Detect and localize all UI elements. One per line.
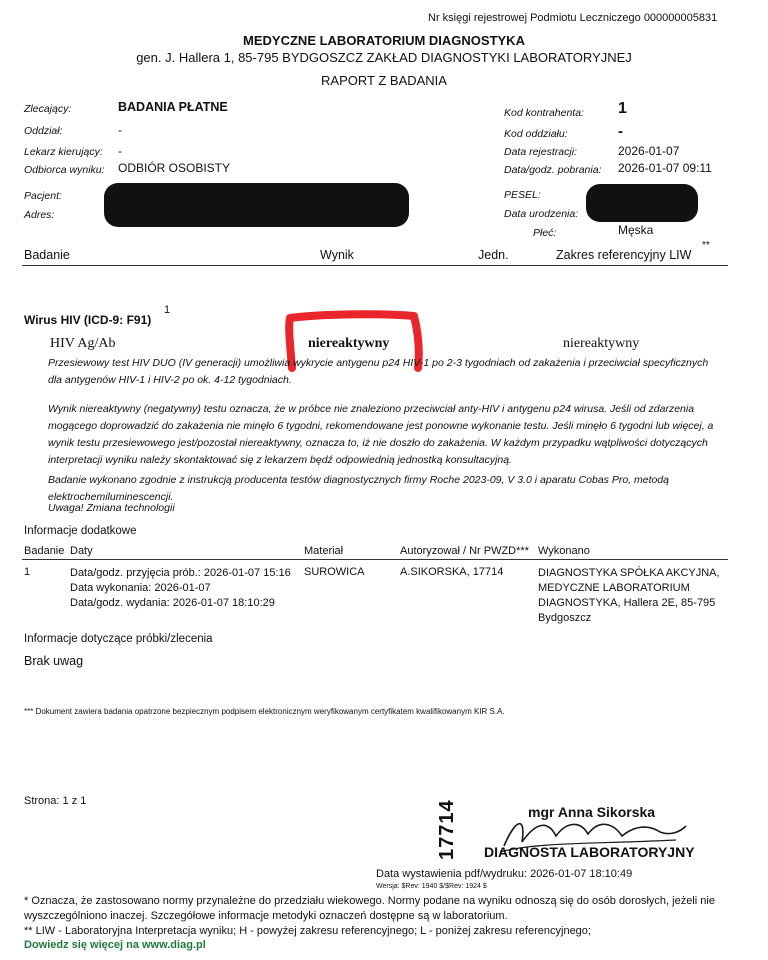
stamp-role: DIAGNOSTA LABORATORYJNY (484, 844, 695, 860)
add-col-authorized: Autoryzował / Nr PWZD*** (400, 545, 529, 557)
pesel-label: PESEL: (504, 189, 541, 201)
add-row-dates (70, 566, 291, 611)
version: Wersja: $Rev: 1940 $/$Rev: 1924 $ (376, 883, 487, 890)
sample-info-title: Informacje dotyczące próbki/zlecenia (24, 633, 213, 645)
address-label: Adres: (24, 209, 55, 221)
footer-link[interactable]: Dowiedz się więcej na www.diag.pl (24, 939, 206, 951)
reg-date-value: 2026-01-07 (618, 144, 680, 158)
ward-value: - (118, 123, 122, 137)
header-divider (22, 265, 728, 266)
page-number: Strona: 1 z 1 (24, 795, 87, 807)
add-col-performed: Wykonano (538, 545, 590, 557)
registry-number: Nr księgi rejestrowej Podmiotu Leczniczego 000000005831 (428, 12, 718, 24)
additional-title: Informacje dodatkowe (24, 525, 137, 537)
add-performed-line-1: DIAGNOSTYKA SPÓŁKA AKCYJNA, (538, 567, 720, 579)
collection-value: 2026-01-07 09:11 (618, 161, 712, 175)
test-name: HIV Ag/Ab (50, 336, 116, 351)
reg-date-label: Data rejestracji: (504, 146, 577, 158)
test-note-3: Badanie wykonano zgodnie z instrukcją producenta testów diagnostycznych firmy Roche 2023-09, V 3.0 i aparatu Cobas Pro, metodą elektrochemiluminescencji. (48, 474, 670, 503)
col-test: Badanie (24, 248, 70, 262)
contractor-code-label: Kod kontrahenta: (504, 107, 584, 119)
ward-label: Oddział: (24, 125, 63, 137)
test-note-1: Przesiewowy test HIV DUO (IV generacji) umożliwia wykrycie antygenu p24 HIV-1 po 2-3 tygodniach od zakażenia i przeciwciał specyficznych dla antygenów HIV-1 i HIV-2 po ok. 4-12 tygodniach. (48, 357, 709, 386)
add-row-authorized: A.SIKORSKA, 17714 (400, 566, 504, 578)
col-result: Wynik (320, 248, 354, 262)
ordering-value: BADANIA PŁATNE (118, 100, 228, 114)
issue-date: Data wystawienia pdf/wydruku: 2026-01-07 18:10:49 (376, 868, 633, 880)
col-range: Zakres referencyjny LIW (556, 248, 692, 262)
report-title: RAPORT Z BADANIA (321, 73, 447, 88)
test-note-4: Uwaga! Zmiana technologii (48, 502, 175, 514)
add-row-performed (538, 566, 720, 626)
ward-code-value: - (618, 123, 623, 140)
test-reference: niereaktywny (563, 336, 640, 351)
add-col-test: Badanie (24, 545, 65, 557)
additional-divider (22, 559, 728, 560)
add-row-no: 1 (24, 566, 31, 578)
test-title-sup: 1 (164, 304, 171, 316)
collection-label: Data/godz. pobrania: (504, 164, 602, 176)
sample-info-value: Brak uwag (24, 654, 84, 668)
test-title: Wirus HIV (ICD-9: F91) (24, 313, 152, 327)
footer-note-1: * Oznacza, że zastosowano normy przynależne do przedziału wiekowego. Normy podane na wyniku odnoszą się do osób dorosłych, jeżeli nie wyszczególniono inaczej. Szczegółowe informacje metodyki oznaczeń dostępne są w laboratorium. (24, 895, 715, 922)
patient-label: Pacjent: (24, 190, 62, 202)
lab-name: MEDYCZNE LABORATORIUM DIAGNOSTYKA (243, 33, 525, 48)
ordering-label: Zlecający: (24, 103, 72, 115)
add-row-material: SUROWICA (304, 566, 365, 578)
contractor-code-value: 1 (618, 100, 627, 117)
test-note-2: Wynik niereaktywny (negatywny) testu oznacza, że w próbce nie znaleziono przeciwciał anty-HIV i antygenu p24 wirusa. Jeśli od zdarzenia mogącego doprowadzić do zakażenia nie minęło 6 tygodni, rekomendowane jest ponowne wykonanie testu. Jeśli minęło 6 tygodni lub więcej, a wynik testu przesiewowego jest/pozostał niereaktywny, oznacza to, iż nie doszło do zakażenia. W każdym przypadku wątpliwości dotyczących interpretacji wyniku należy skontaktować się z lekarzem będź odpowiednią jednostką konsultacyjną. (48, 403, 714, 466)
add-col-material: Materiał (304, 545, 344, 557)
sex-value: Męska (618, 223, 654, 237)
add-col-dates: Daty (70, 545, 93, 557)
lab-address: gen. J. Hallera 1, 85-795 BYDGOSZCZ ZAKŁAD DIAGNOSTYKI LABORATORYJNEJ (136, 50, 632, 65)
birth-label: Data urodzenia: (504, 208, 579, 220)
doctor-label: Lekarz kierujący: (24, 146, 103, 158)
add-performed-line-4: Bydgoszcz (538, 612, 592, 624)
add-date-performed: Data wykonania: 2026-01-07 (70, 582, 211, 594)
add-performed-line-3: DIAGNOSTYKA, Hallera 2E, 85-795 (538, 597, 716, 609)
pesel-redaction (586, 184, 698, 222)
stamp-name: mgr Anna Sikorska (528, 804, 656, 820)
recipient-value: ODBIÓR OSOBISTY (118, 161, 231, 175)
add-date-issued: Data/godz. wydania: 2026-01-07 18:10:29 (70, 597, 275, 609)
sex-label: Płeć: (533, 227, 557, 239)
footer-note-2: ** LIW - Laboratoryjna Interpretacja wyniku; H - powyżej zakresu referencyjnego; L - poniżej zakresu referencyjnego; (24, 925, 591, 937)
patient-redaction (104, 183, 409, 227)
stamp-number: 17714 (436, 799, 458, 860)
col-range-sup: ** (702, 240, 710, 251)
col-unit: Jedn. (478, 248, 509, 262)
test-result: niereaktywny (308, 336, 390, 351)
doctor-value: - (118, 144, 122, 158)
ward-code-label: Kod oddziału: (504, 128, 568, 140)
add-date-received: Data/godz. przyjęcia prób.: 2026-01-07 15:16 (70, 567, 291, 579)
add-performed-line-2: MEDYCZNE LABORATORIUM (538, 582, 690, 594)
recipient-label: Odbiorca wyniku: (24, 164, 105, 176)
signature-note: *** Dokument zawiera badania opatrzone bezpiecznym podpisem elektronicznym weryfikowanym certyfikatem kwalifikowanym KIR S.A. (24, 707, 505, 716)
